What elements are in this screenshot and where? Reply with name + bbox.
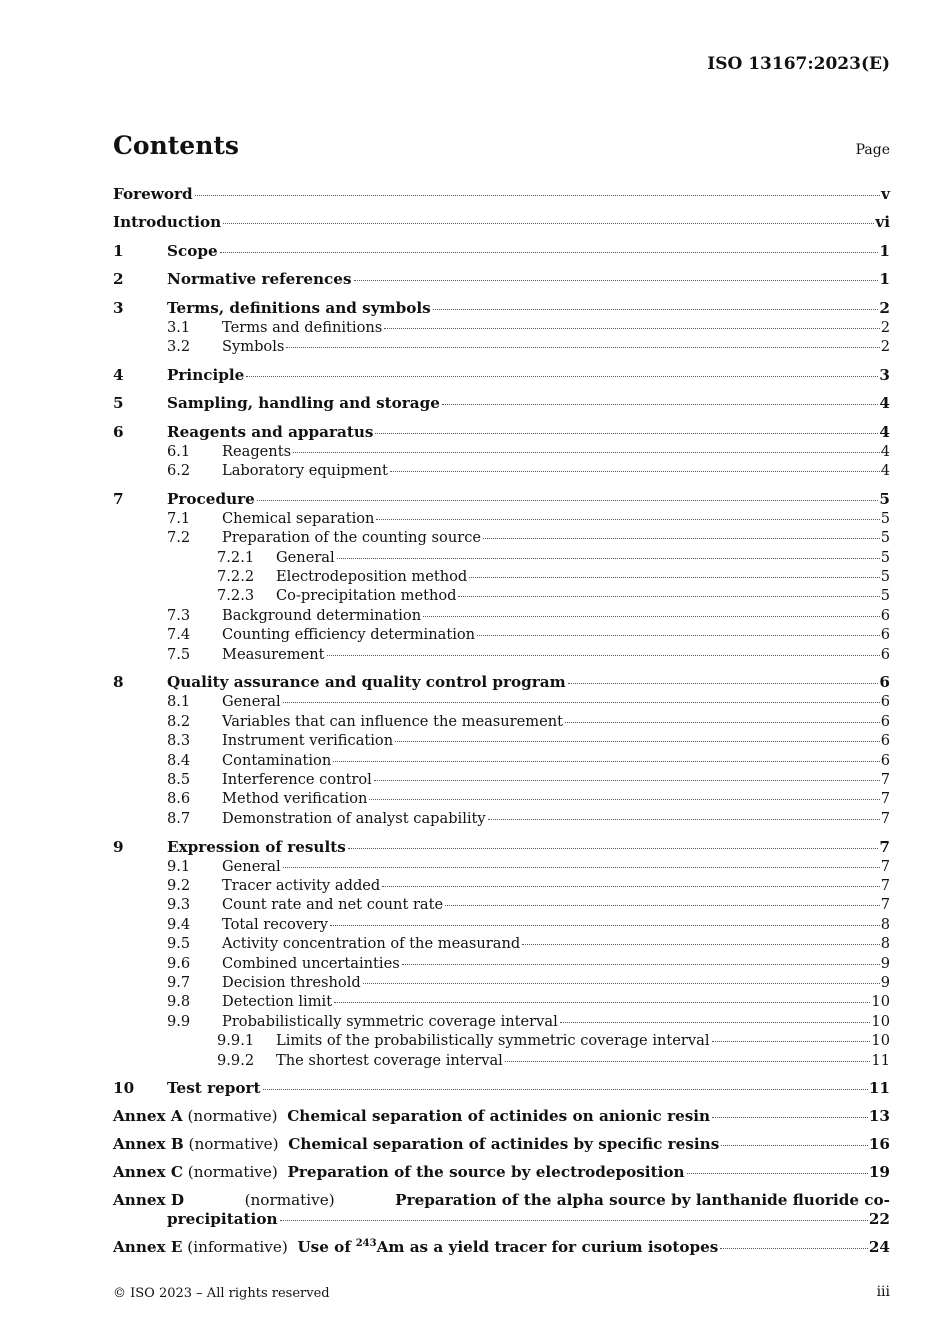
toc-entry-number: 7.2.2 [217,567,255,585]
dot-leader [382,886,879,887]
toc-entry-page: 6 [880,751,890,769]
dot-leader [402,964,880,965]
toc-entry-page: 9 [880,974,890,992]
toc-entry-title: Contamination [222,751,332,769]
toc-entry-page: 4 [880,461,890,479]
copyright-notice: © ISO 2023 – All rights reserved [113,1286,330,1301]
toc-entry[interactable] [113,184,890,204]
toc-entry-title: Laboratory equipment [222,461,388,479]
toc-entry[interactable] [113,954,890,973]
toc-entry-title: Limits of the probabilistically symmetric coverage interval [276,1032,710,1050]
toc-entry[interactable] [113,586,890,605]
toc-entry-title: Probabilistically symmetric coverage interval [222,1012,558,1030]
toc-entry-number: 8.3 [167,732,191,750]
toc-entry-title: Symbols [222,337,285,355]
toc-entry-page: 6 [880,626,890,644]
toc-entry-page: 5 [880,509,890,527]
dot-leader [334,1002,870,1003]
toc-entry-page: 2 [879,298,890,317]
toc-entry[interactable] [113,934,890,953]
toc-entry-page: 4 [879,394,890,413]
annex-entry[interactable] [113,1191,890,1230]
toc-entry-number: 9.9 [167,1012,191,1030]
annex-entry[interactable] [113,1107,890,1127]
toc-entry[interactable] [113,973,890,992]
toc-entry-title: Variables that can influence the measurement [222,712,564,730]
dot-leader [712,1117,868,1118]
toc-entry-page: 8 [880,935,890,953]
dot-leader [374,780,880,781]
toc-entry-title: Demonstration of analyst capability [222,809,486,827]
toc-entry-number: 8.4 [167,751,191,769]
toc-entry-number: 6.1 [167,442,191,460]
toc-entry-number: 7.1 [167,509,191,527]
dot-leader [327,655,880,656]
page-column-label: Page [855,142,890,158]
toc-entry[interactable] [113,809,890,828]
dot-leader [720,1248,868,1249]
toc-entry[interactable] [113,509,890,528]
toc-entry-page: 5 [880,548,890,566]
dot-leader [687,1173,868,1174]
dot-leader [488,819,880,820]
toc-entry-number: 9.6 [167,954,191,972]
dot-leader [469,577,879,578]
toc-entry[interactable] [113,393,890,413]
annex-type: (normative) [188,1134,279,1153]
toc-entry-page: 7 [880,809,890,827]
dot-leader [712,1041,871,1042]
toc-entry-number: 9.4 [167,915,191,933]
toc-entry-title: Sampling, handling and storage [167,394,440,413]
toc-entry-page: v [881,185,890,203]
toc-entry-title: Quality assurance and quality control program [167,673,566,692]
document-id: ISO 13167:2023(E) [707,54,890,74]
toc-entry-page: 1 [879,270,890,289]
toc-entry-title: Decision threshold [222,974,361,992]
toc-entry-page: vi [875,213,890,232]
dot-leader [330,925,880,926]
annex-label: Annex B [113,1134,184,1153]
toc-entry-number: 4 [113,365,124,384]
toc-entry-title: Co-precipitation method [276,587,457,605]
toc-entry-number: 8.7 [167,809,191,827]
toc-entry[interactable] [113,269,890,289]
toc-entry-page: 6 [879,673,890,692]
toc-entry-number: 9.9.1 [217,1032,255,1050]
toc-entry[interactable] [113,1031,890,1050]
toc-entry-title: Normative references [167,270,352,289]
toc-entry[interactable] [113,731,890,750]
toc-entry-page: 10 [871,1012,890,1030]
toc-entry-title: Interference control [222,771,372,789]
toc-entry[interactable] [113,672,890,692]
dot-leader [333,761,879,762]
toc-entry[interactable] [113,712,890,731]
annex-entry[interactable] [113,1238,890,1258]
toc-entry-page: 9 [880,954,890,972]
toc-entry[interactable] [113,837,890,857]
toc-entry-number: 3.1 [167,318,191,336]
toc-entry-title: Counting efficiency determination [222,626,476,644]
toc-entry-number: 7.2 [167,529,191,547]
dot-leader [354,280,879,281]
toc-entry[interactable] [113,1078,890,1098]
toc-entry-number: 3 [113,298,124,317]
dot-leader [390,471,880,472]
dot-leader [363,983,880,984]
toc-entry-number: 7.3 [167,606,191,624]
toc-entry[interactable] [113,1012,890,1031]
toc-entry-page: 7 [879,837,890,856]
toc-entry-number: 7.2.3 [217,587,255,605]
annex-title: Chemical separation of actinides by specific resins [288,1134,720,1153]
annex-title: Preparation of the alpha source by lanthanide fluoride co- [395,1190,890,1209]
toc-entry-number: 9.9.2 [217,1051,255,1069]
dot-leader [505,1061,871,1062]
toc-entry-page: 3 [879,365,890,384]
annex-page: 19 [868,1162,890,1181]
toc-entry[interactable] [113,606,890,625]
toc-entry-number: 9.8 [167,993,191,1011]
toc-entry-number: 8.2 [167,712,191,730]
toc-entry-title: Chemical separation [222,509,375,527]
toc-entry-page: 7 [880,896,890,914]
toc-entry-page: 6 [880,606,890,624]
annex-label: Annex A [113,1106,183,1125]
page-number: iii [876,1284,890,1300]
toc-entry-page: 7 [880,771,890,789]
toc-entry[interactable] [113,422,890,442]
toc-entry-title: Reagents and apparatus [167,422,374,441]
dot-leader [337,558,880,559]
toc-entry-number: 3.2 [167,337,191,355]
dot-leader [477,635,880,636]
toc-entry-title: Activity concentration of the measurand [222,935,521,953]
toc-entry[interactable] [113,992,890,1011]
toc-entry-page: 6 [880,712,890,730]
annex-page: 13 [868,1106,890,1125]
toc-entry-title: General [276,548,335,566]
toc-entry-page: 11 [868,1079,890,1098]
toc-entry-title: General [222,693,281,711]
toc-entry[interactable] [113,751,890,770]
toc-entry[interactable] [113,365,890,385]
toc-entry-title: Electrodeposition method [276,567,468,585]
dot-leader [395,741,880,742]
toc-entry-page: 5 [879,489,890,508]
toc-entry-title: The shortest coverage interval [276,1051,503,1069]
toc-entry[interactable] [113,692,890,711]
toc-entry-title: Preparation of the counting source [222,529,482,547]
contents-title: Contents [113,131,240,160]
dot-leader [442,404,879,405]
dot-leader [263,1089,868,1090]
toc-entry-title: Terms and definitions [222,318,383,336]
toc-entry-page: 8 [880,915,890,933]
toc-entry-number: 9.5 [167,935,191,953]
toc-entry[interactable] [113,915,890,934]
dot-leader [223,223,874,224]
toc-entry-page: 6 [880,732,890,750]
toc-entry-page: 5 [880,529,890,547]
annex-heading [113,1238,718,1258]
dot-leader [565,722,880,723]
toc-entry[interactable] [113,645,890,664]
toc-entry-number: 6.2 [167,461,191,479]
annex-title: Am as a yield tracer for curium isotopes [376,1237,719,1256]
toc-entry-title: Measurement [222,645,325,663]
toc-entry-page: 5 [880,567,890,585]
annex-label: Annex C [113,1162,183,1181]
dot-leader [560,1022,871,1023]
dot-leader [283,702,880,703]
toc-entry-page: 7 [880,877,890,895]
toc-entry-title: Terms, definitions and symbols [167,298,431,317]
dot-leader [445,905,880,906]
annex-heading [113,1135,719,1155]
toc-entry-title: Method verification [222,790,368,808]
toc-entry-number: 2 [113,270,124,289]
toc-entry-title: Total recovery [222,915,328,933]
toc-entry[interactable] [113,337,890,356]
toc-entry[interactable] [113,789,890,808]
toc-entry-title: Detection limit [222,993,333,1011]
toc-entry-page: 2 [880,337,890,355]
annex-type: (normative) [187,1106,278,1125]
toc-entry-page: 11 [871,1051,890,1069]
dot-leader [348,848,879,849]
annex-type: (normative) [187,1162,278,1181]
toc-entry-title: Test report [167,1079,261,1098]
dot-leader [286,347,879,348]
dot-leader [246,376,878,377]
toc-entry[interactable] [113,318,890,337]
dot-leader [568,683,879,684]
toc-entry-number: 9.3 [167,896,191,914]
toc-entry[interactable] [113,625,890,644]
toc-entry-number: 1 [113,241,124,260]
dot-leader [433,309,879,310]
toc-entry-number: 9.7 [167,974,191,992]
toc-entry[interactable] [113,442,890,461]
dot-leader [280,1220,868,1221]
dot-leader [376,519,879,520]
dot-leader [283,867,880,868]
toc-entry-number: 10 [113,1079,135,1098]
toc-entry[interactable] [113,212,890,232]
dot-leader [522,944,879,945]
dot-leader [375,433,878,434]
toc-entry-number: 7.2.1 [217,548,255,566]
dot-leader [369,799,879,800]
dot-leader [721,1145,868,1146]
annex-label: Annex E [113,1237,183,1256]
dot-leader [423,616,880,617]
toc-entry-number: 5 [113,394,124,413]
dot-leader [220,252,879,253]
toc-entry-title: Introduction [113,213,222,232]
dot-leader [483,538,880,539]
toc-entry[interactable] [113,567,890,586]
annex-page: 16 [868,1134,890,1153]
toc-entry-number: 6 [113,422,124,441]
toc-entry-number: 7.4 [167,626,191,644]
toc-entry-title: Procedure [167,489,255,508]
annex-entry[interactable] [113,1163,890,1183]
dot-leader [458,596,879,597]
annex-type: (informative) [187,1237,288,1256]
toc-entry-page: 10 [871,993,890,1011]
toc-entry-page: 10 [871,1032,890,1050]
annex-label: Annex D [113,1190,185,1209]
toc-entry[interactable] [113,857,890,876]
dot-leader [384,328,879,329]
toc-entry[interactable] [113,528,890,547]
toc-entry-title: Background determination [222,606,422,624]
toc-entry[interactable] [113,770,890,789]
annex-title: Preparation of the source by electrodeposition [287,1162,685,1181]
annex-page: 24 [868,1237,890,1256]
annex-title: Use of [297,1237,351,1256]
toc-entry-title: Combined uncertainties [222,954,400,972]
toc-entry-page: 1 [879,241,890,260]
toc-entry-title: Principle [167,365,245,384]
toc-entry-page: 7 [880,790,890,808]
table-of-contents [113,184,890,1257]
toc-entry[interactable] [113,1051,890,1070]
toc-entry-number: 8 [113,673,124,692]
toc-entry-title: Tracer activity added [222,877,381,895]
annex-type: (normative) [244,1190,335,1209]
toc-entry[interactable] [113,489,890,509]
annex-entry[interactable] [113,1135,890,1155]
toc-entry-number: 7.5 [167,645,191,663]
toc-entry-title: General [222,857,281,875]
toc-entry-number: 9.1 [167,857,191,875]
isotope-mass-number: 243 [355,1237,377,1249]
toc-entry-title: Instrument verification [222,732,394,750]
toc-entry[interactable] [113,241,890,261]
toc-entry-title: Expression of results [167,837,346,856]
dot-leader [195,195,881,196]
toc-entry-number: 7 [113,489,124,508]
dot-leader [257,500,879,501]
annex-page: 22 [868,1210,890,1229]
annex-title-continued: precipitation [167,1210,278,1229]
toc-entry-number: 9.2 [167,877,191,895]
toc-entry-page: 2 [880,318,890,336]
toc-entry-number: 9 [113,837,124,856]
toc-entry[interactable] [113,876,890,895]
toc-entry[interactable] [113,298,890,318]
toc-entry-number: 8.5 [167,771,191,789]
toc-entry[interactable] [113,461,890,480]
toc-entry-title: Reagents [222,442,292,460]
toc-entry-page: 6 [880,645,890,663]
annex-title: Chemical separation of actinides on anionic resin [287,1106,711,1125]
toc-entry-page: 4 [880,442,890,460]
toc-entry-page: 6 [880,693,890,711]
toc-entry-page: 4 [879,422,890,441]
dot-leader [293,452,880,453]
toc-entry-title: Foreword [113,185,193,203]
toc-entry-page: 7 [880,857,890,875]
toc-entry-page: 5 [880,587,890,605]
toc-entry-title: Count rate and net count rate [222,896,444,914]
toc-entry[interactable] [113,548,890,567]
annex-heading [113,1107,710,1127]
toc-entry-title: Scope [167,241,218,260]
toc-entry[interactable] [113,895,890,914]
toc-entry-number: 8.1 [167,693,191,711]
toc-entry-number: 8.6 [167,790,191,808]
annex-heading [113,1163,685,1183]
